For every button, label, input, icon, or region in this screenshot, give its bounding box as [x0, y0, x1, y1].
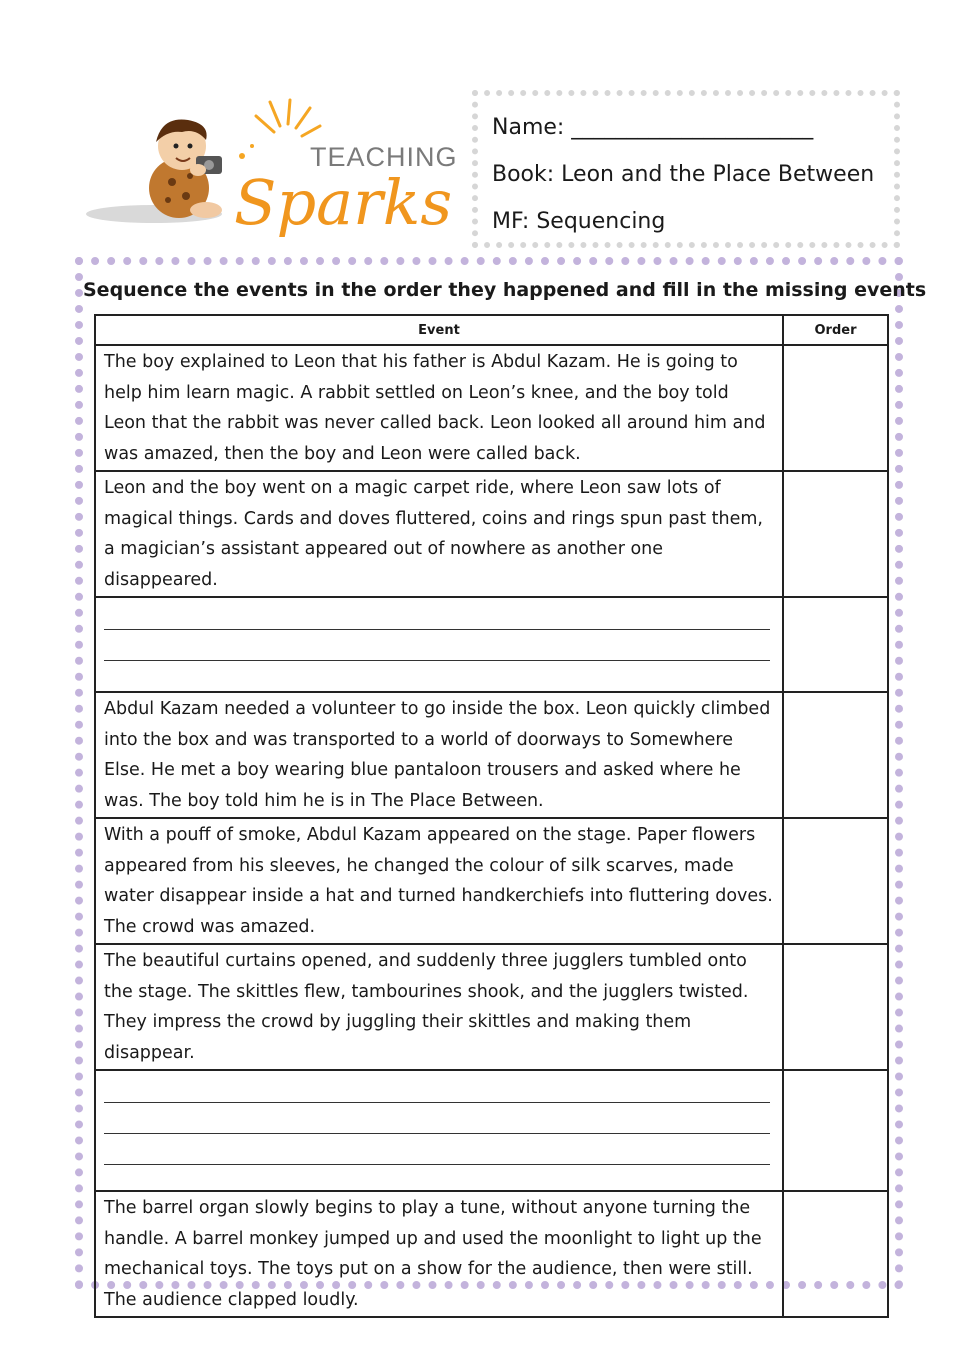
order-cell[interactable]	[783, 692, 888, 818]
event-text: The boy explained to Leon that his father is Abdul Kazam. He is going to help him learn magic. A rabbit settled on Leon’s knee, and the boy told Leon that the rabbit was never called back. Leon looked all around him and was amazed, then the boy and Leon were called back.	[95, 345, 783, 471]
instruction-heading: Sequence the events in the order they happened and fill in the missing events	[83, 279, 927, 301]
events-table	[94, 314, 889, 1318]
missing-event-cell[interactable]	[95, 597, 783, 692]
order-cell[interactable]	[783, 818, 888, 944]
missing-event-cell[interactable]	[95, 1070, 783, 1191]
order-column-header: Order	[783, 315, 888, 345]
order-cell[interactable]	[783, 1070, 888, 1191]
teaching-sparks-logo	[84, 96, 464, 246]
order-cell[interactable]	[783, 345, 888, 471]
event-text: Leon and the boy went on a magic carpet ride, where Leon saw lots of magical things. Cards and doves fluttered, coins and rings spun past them, a magician’s assistant appeared out of nowhere as another one disappeared.	[95, 471, 783, 597]
answer-line[interactable]	[104, 599, 770, 630]
table-row	[95, 818, 888, 944]
worksheet-frame	[75, 257, 927, 1310]
event-text: The barrel organ slowly begins to play a tune, without anyone turning the handle. A barrel monkey jumped up and used the moonlight to light up the mechanical toys. The toys put on a show for the audience, then were still. The audience clapped loudly.	[95, 1191, 783, 1317]
focus-label: MF: Sequencing	[492, 209, 666, 234]
order-cell[interactable]	[783, 944, 888, 1070]
book-title: Book: Leon and the Place Between	[492, 162, 875, 187]
answer-line[interactable]	[104, 1134, 770, 1165]
event-text: The beautiful curtains opened, and suddenly three jugglers tumbled onto the stage. The skittles flew, tambourines shook, and the jugglers twisted. They impress the crowd by juggling their skittles and making them disappear.	[95, 944, 783, 1070]
logo-teaching-text: TEACHING	[310, 142, 458, 172]
logo-sparks-text: Sparks	[234, 166, 453, 239]
student-info-box	[472, 90, 900, 248]
order-cell[interactable]	[783, 471, 888, 597]
table-row-missing-event	[95, 1070, 888, 1191]
table-header-row	[95, 315, 888, 345]
answer-line[interactable]	[104, 630, 770, 661]
event-column-header: Event	[95, 315, 783, 345]
table-row	[95, 944, 888, 1070]
event-text: Abdul Kazam needed a volunteer to go inside the box. Leon quickly climbed into the box and was transported to a world of doorways to Somewhere Else. He met a boy wearing blue pantaloon trousers and asked where he was. The boy told him he is in The Place Between.	[95, 692, 783, 818]
order-cell[interactable]	[783, 597, 888, 692]
table-row	[95, 345, 888, 471]
answer-line[interactable]	[104, 1072, 770, 1103]
table-row	[95, 471, 888, 597]
event-text: With a pouff of smoke, Abdul Kazam appeared on the stage. Paper flowers appeared from his sleeves, he changed the colour of silk scarves, made water disappear inside a hat and turned handkerchiefs into fluttering doves. The crowd was amazed.	[95, 818, 783, 944]
order-cell[interactable]	[783, 1191, 888, 1317]
table-row	[95, 692, 888, 818]
name-field[interactable]: Name: ______________________	[492, 115, 814, 140]
answer-line[interactable]	[104, 1103, 770, 1134]
table-row	[95, 1191, 888, 1317]
table-row-missing-event	[95, 597, 888, 692]
